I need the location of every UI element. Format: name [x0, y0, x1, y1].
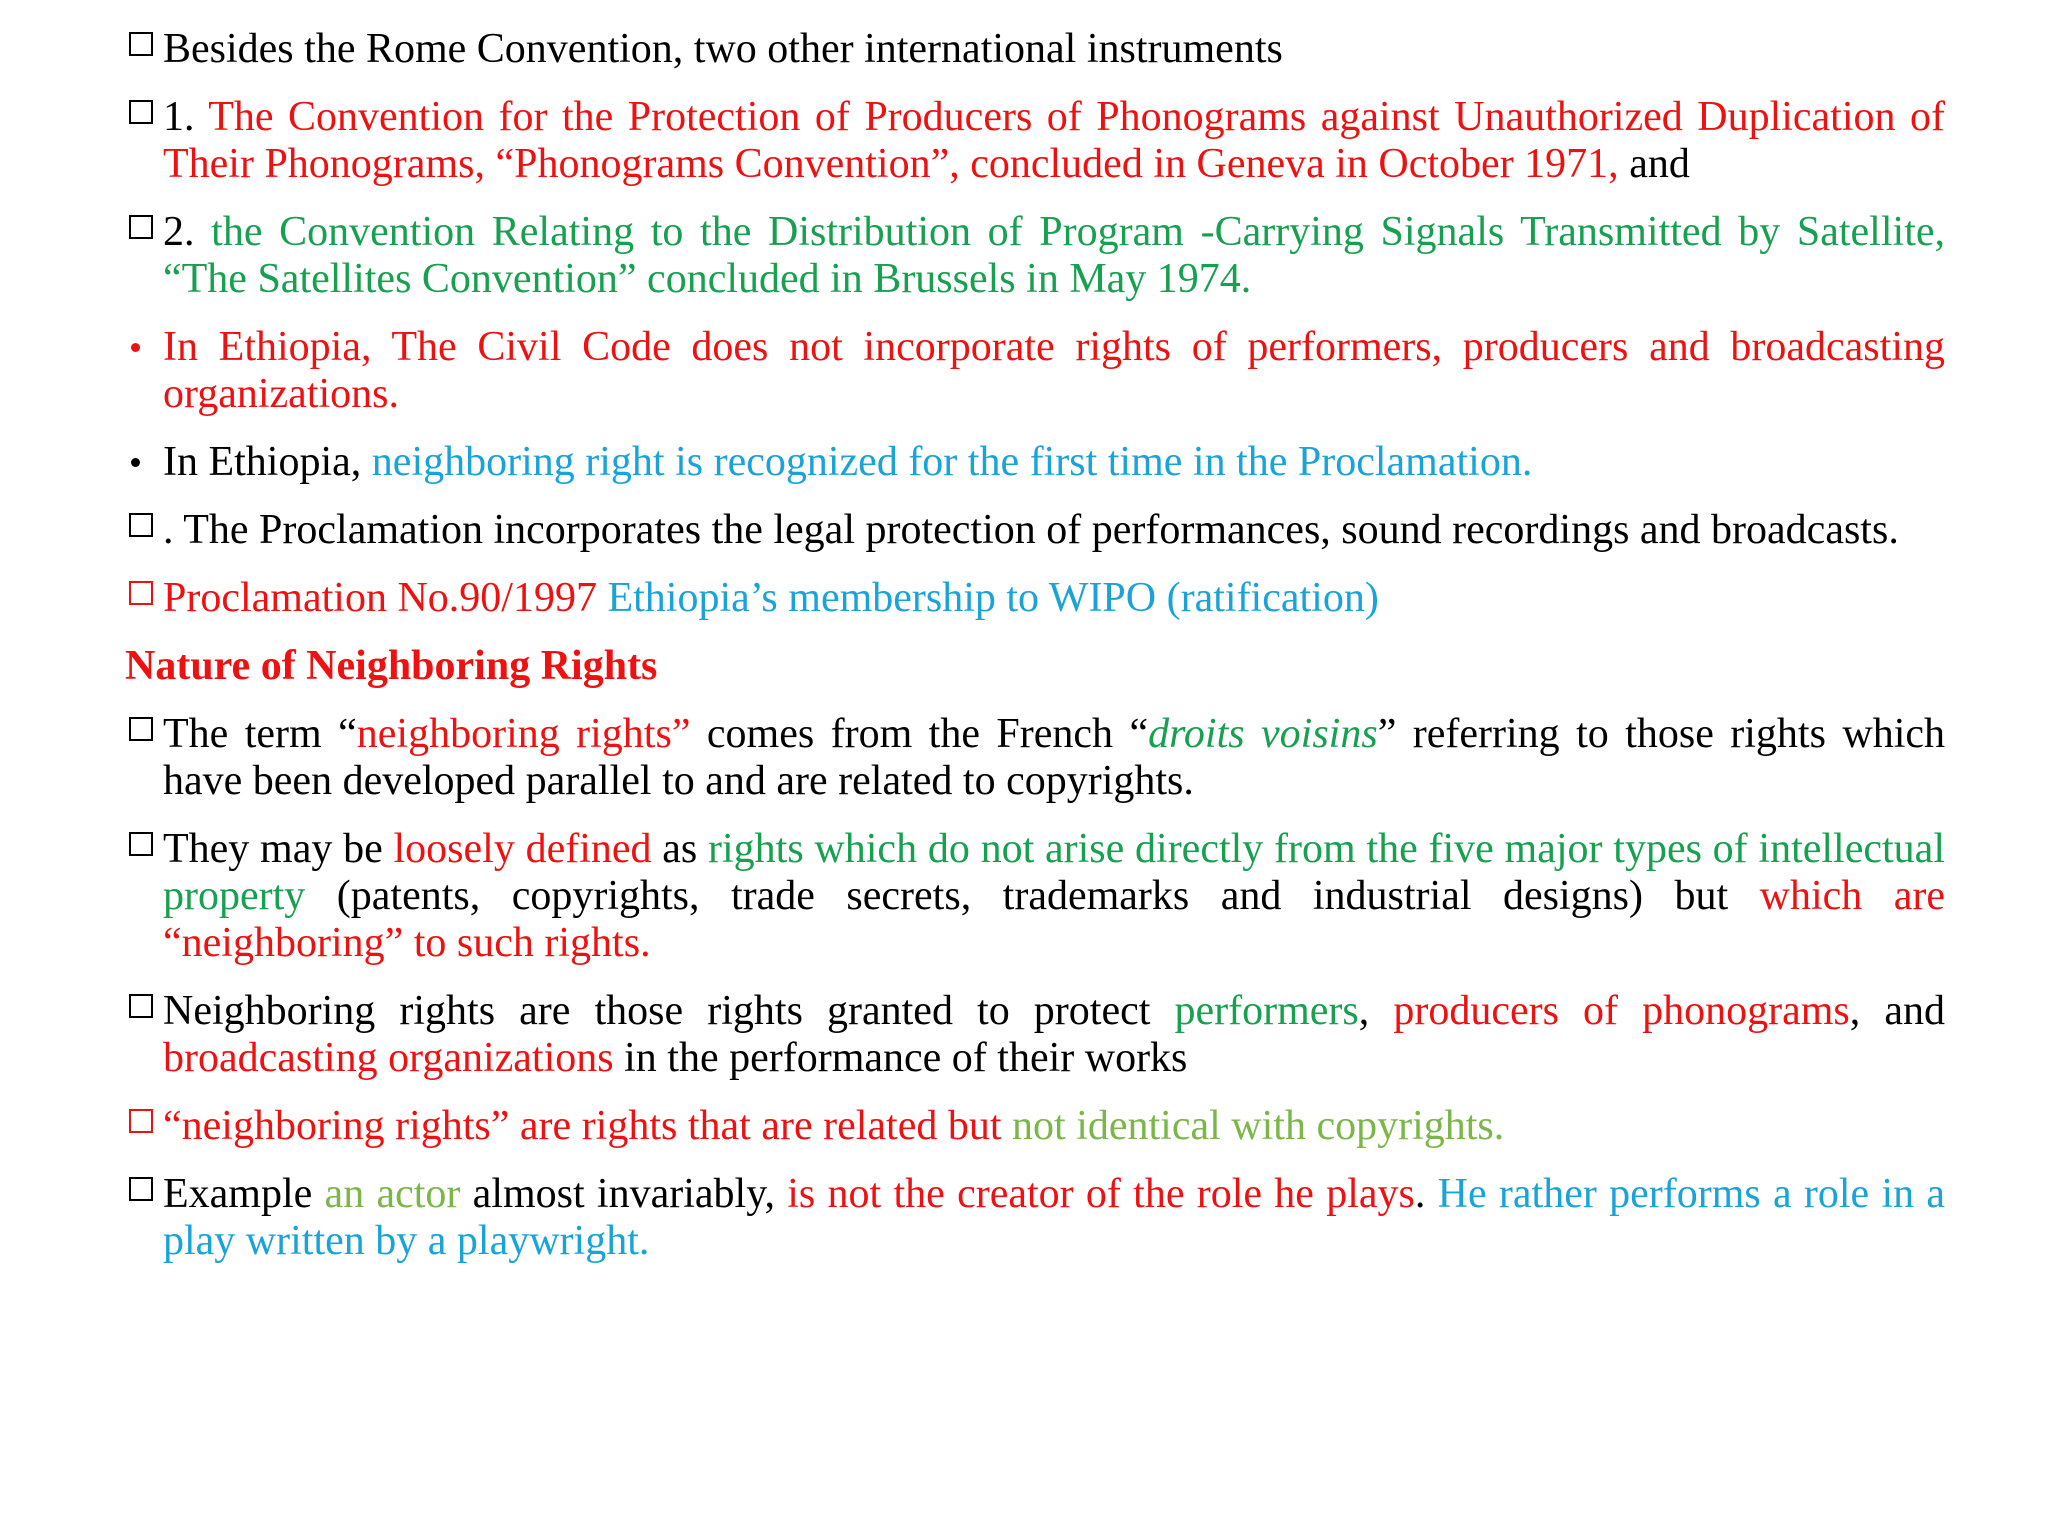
text-segment: almost invariably,: [460, 1171, 788, 1217]
text-segment: comes from the French “: [690, 711, 1149, 757]
text-segment: “neighboring rights” are rights that are related but: [163, 1103, 1013, 1149]
text-segment: 2.: [163, 209, 212, 255]
checkbox-bullet-icon: [127, 209, 161, 256]
text-segment: neighboring rights”: [356, 711, 691, 757]
text-segment: droits voisins: [1148, 711, 1378, 757]
text-segment: producers of phonograms: [1393, 988, 1850, 1034]
text-segment: as: [651, 826, 709, 872]
text-segment: Neighboring rights are those rights granted to protect: [163, 988, 1175, 1034]
text-segment: loosely defined: [393, 826, 652, 872]
checkbox-bullet-icon: [127, 711, 161, 758]
text-segment: .: [1414, 1171, 1438, 1217]
text-segment: neighboring right is recognized for the first time in the Proclamation.: [371, 439, 1533, 485]
round-bullet-icon: [127, 324, 161, 371]
text-segment: in the performance of their works: [613, 1035, 1188, 1081]
text-segment: They may be: [163, 826, 394, 872]
bullet-item: [125, 1103, 1945, 1150]
text-segment: (patents, copyrights, trade secrets, trademarks and industrial designs) but: [305, 873, 1760, 919]
text-segment: not identical with copyrights.: [1012, 1103, 1505, 1149]
text-segment: Nature of Neighboring Rights: [125, 643, 658, 689]
text-segment: performers: [1174, 988, 1359, 1034]
checkbox-bullet-icon: [127, 826, 161, 873]
checkbox-bullet-icon: [127, 575, 161, 622]
text-segment: ,: [1358, 988, 1394, 1034]
checkbox-bullet-icon: [127, 1103, 161, 1150]
bullet-item: [125, 507, 1945, 554]
section-heading: [125, 643, 1945, 690]
text-segment: broadcasting organizations: [163, 1035, 614, 1081]
checkbox-bullet-icon: [127, 26, 161, 73]
text-segment: The term “: [163, 711, 357, 757]
checkbox-bullet-icon: [127, 507, 161, 554]
text-segment: rights which do not arise directly from the five major types of intellectual property: [163, 826, 1945, 919]
text-segment: is not the creator of the role he plays: [787, 1171, 1415, 1217]
text-segment: which are “neighboring” to such rights.: [163, 873, 1946, 966]
bullet-item: [125, 439, 1945, 486]
bullet-item: [125, 324, 1945, 418]
text-segment: Besides the Rome Convention, two other international instruments: [163, 26, 1283, 72]
text-segment: ” referring to those rights which have been developed parallel to and are related to copyrights.: [163, 711, 1946, 804]
text-segment: He rather performs a role in a play written by a playwright.: [163, 1171, 1946, 1264]
bullet-item: [125, 94, 1945, 188]
bullet-item: [125, 575, 1945, 622]
checkbox-bullet-icon: [127, 988, 161, 1035]
text-segment: . The Proclamation incorporates the legal protection of performances, sound recordings and broadcasts.: [163, 507, 1899, 553]
bullet-item: [125, 26, 1945, 73]
text-segment: Example: [163, 1171, 325, 1217]
text-segment: 1.: [163, 94, 209, 140]
text-segment: Proclamation No.90/1997: [163, 575, 608, 621]
text-segment: and: [1618, 141, 1690, 187]
checkbox-bullet-icon: [127, 94, 161, 141]
bullet-item: [125, 1171, 1945, 1265]
text-segment: an actor: [324, 1171, 461, 1217]
text-segment: The Convention for the Protection of Producers of Phonograms against Unauthorized Duplication of Their Phonograms, “Phonograms Convention”, concluded in Geneva in October 1971,: [163, 94, 1945, 187]
bullet-item: [125, 209, 1945, 303]
text-segment: , and: [1849, 988, 1945, 1034]
text-segment: In Ethiopia, The Civil Code does not incorporate rights of performers, producers and broadcasting organizations.: [163, 324, 1945, 417]
slide-content: [125, 26, 1945, 1265]
round-bullet-icon: [127, 439, 161, 486]
bullet-item: [125, 826, 1945, 967]
text-segment: In Ethiopia,: [163, 439, 372, 485]
bullet-item: [125, 988, 1945, 1082]
text-segment: the Convention Relating to the Distribution of Program -Carrying Signals Transmitted by Satellite, “The Satellites Convention” concluded in Brussels in May 1974.: [163, 209, 1945, 302]
bullet-item: [125, 711, 1945, 805]
text-segment: Ethiopia’s membership to WIPO (ratification): [607, 575, 1379, 621]
checkbox-bullet-icon: [127, 1171, 161, 1218]
